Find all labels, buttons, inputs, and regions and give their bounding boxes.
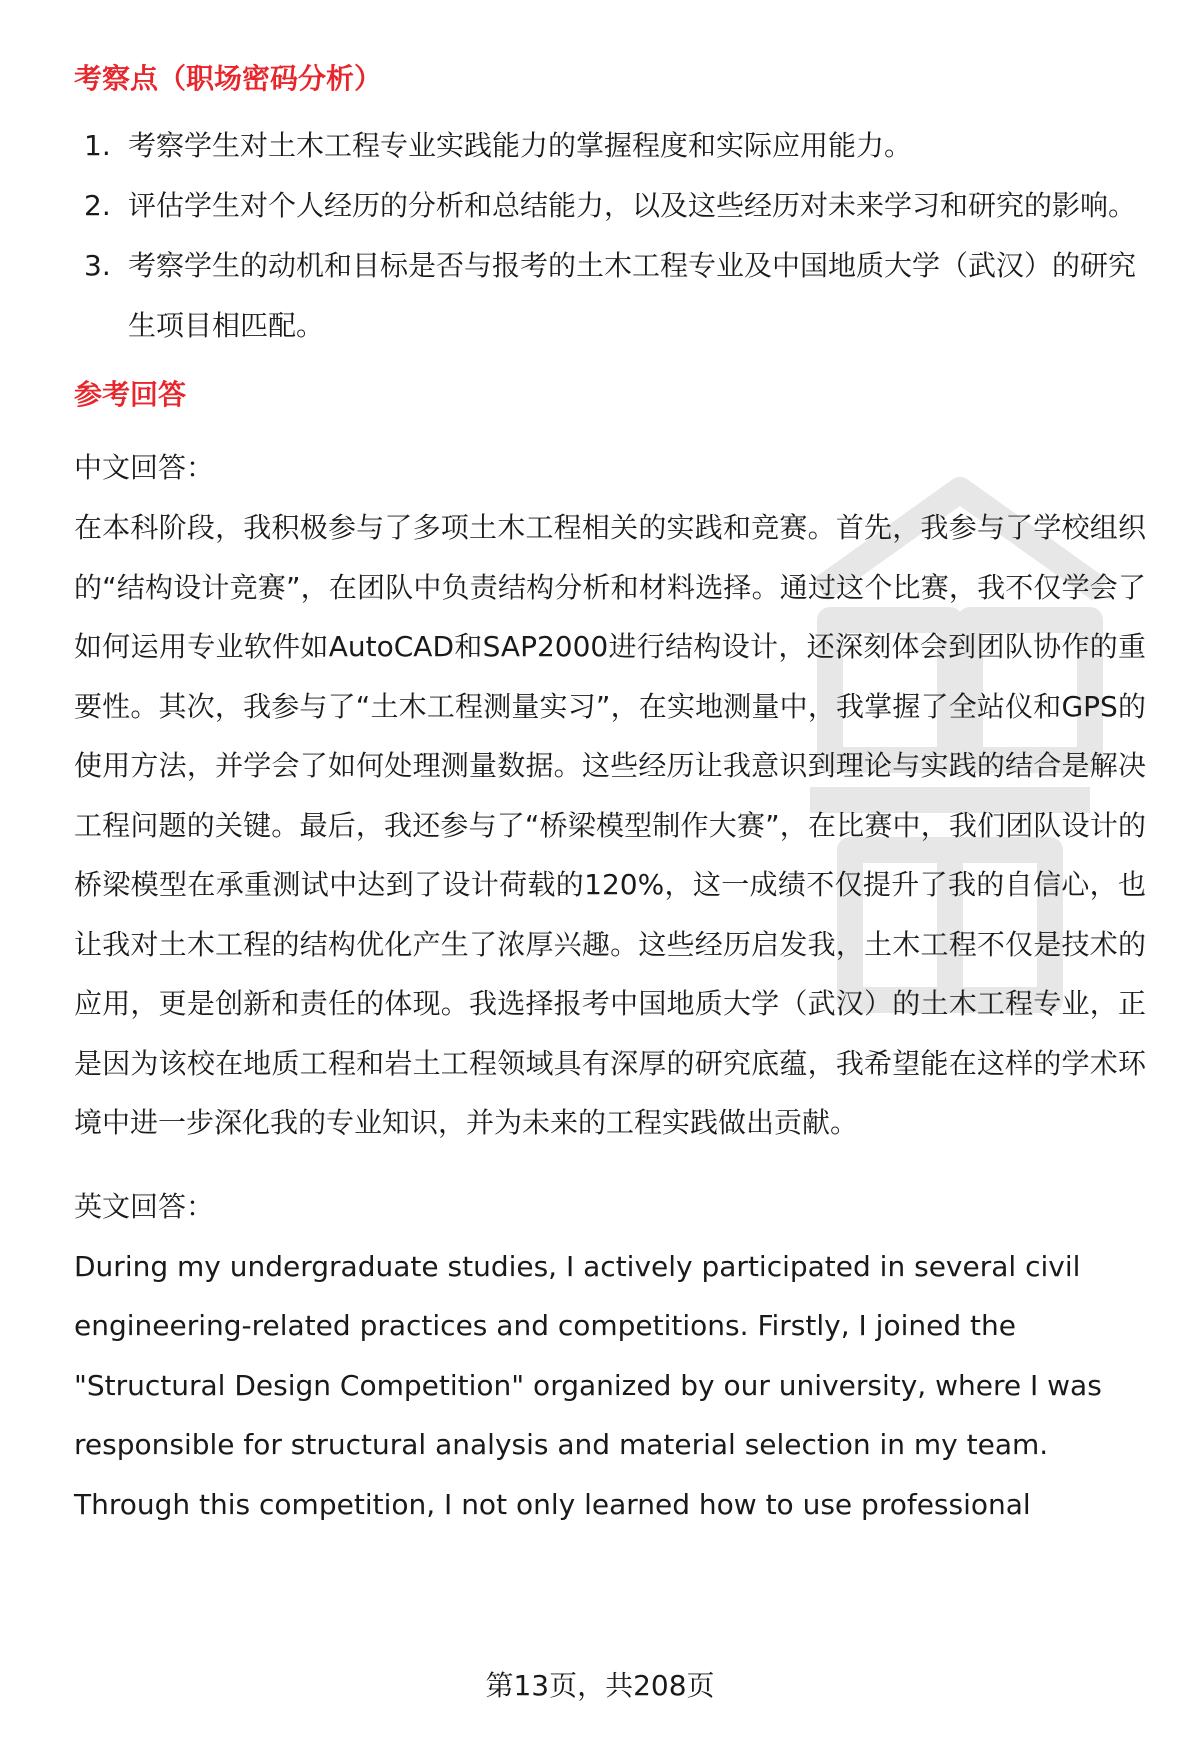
heading-assessment-points: 考察点（职场密码分析） [74, 62, 383, 95]
english-answer-block [74, 1177, 1146, 1535]
document-content [74, 52, 1146, 1534]
list-item [74, 116, 1146, 176]
list-number: 1. [84, 129, 111, 162]
assessment-list [74, 116, 1146, 356]
heading-reference-answer: 参考回答 [74, 378, 187, 411]
list-item [74, 236, 1146, 356]
chinese-answer-label: 中文回答： [74, 451, 215, 484]
english-answer-label: 英文回答： [74, 1189, 215, 1223]
list-item-text: 考察学生对土木工程专业实践能力的掌握程度和实际应用能力。 [128, 129, 913, 162]
list-number: 3. [84, 249, 111, 282]
list-number: 2. [84, 189, 111, 222]
list-item-text: 考察学生的动机和目标是否与报考的土木工程专业及中国地质大学（武汉）的研究生项目相匹配。 [128, 249, 1137, 342]
list-item-text: 评估学生对个人经历的分析和总结能力，以及这些经历对未来学习和研究的影响。 [128, 189, 1137, 222]
english-answer-text: During my undergraduate studies, I actively participated in several civil engineering-related practices and competitions. Firstly, I joined the "Structural Design Competition" organized by our university, where I was responsible for structural analysis and material selection in my team. Through this competition, I not only learned how to use professional [74, 1249, 1102, 1521]
list-item [74, 176, 1146, 236]
page-footer: 第13页，共208页 [485, 1669, 715, 1702]
reference-answer-section [74, 368, 1146, 1534]
chinese-answer-text: 在本科阶段，我积极参与了多项土木工程相关的实践和竞赛。首先，我参与了学校组织的“结构设计竞赛”，在团队中负责结构分析和材料选择。通过这个比赛，我不仅学会了如何运用专业软件如AutoCAD和SAP2000进行结构设计，还深刻体会到团队协作的重要性。其次，我参与了“土木工程测量实习”，在实地测量中，我掌握了全站仪和GPS的使用方法，并学会了如何处理测量数据。这些经历让我意识到理论与实践的结合是解决工程问题的关键。最后，我还参与了“桥梁模型制作大赛”，在比赛中，我们团队设计的桥梁模型在承重测试中达到了设计荷载的120%，这一成绩不仅提升了我的自信心，也让我对土木工程的结构优化产生了浓厚兴趣。这些经历启发我，土木工程不仅是技术的应用，更是创新和责任的体现。我选择报考中国地质大学（武汉）的土木工程专业，正是因为该校在地质工程和岩土工程领域具有深厚的研究底蕴，我希望能在这样的学术环境中进一步深化我的专业知识，并为未来的工程实践做出贡献。 [74, 511, 1146, 1139]
